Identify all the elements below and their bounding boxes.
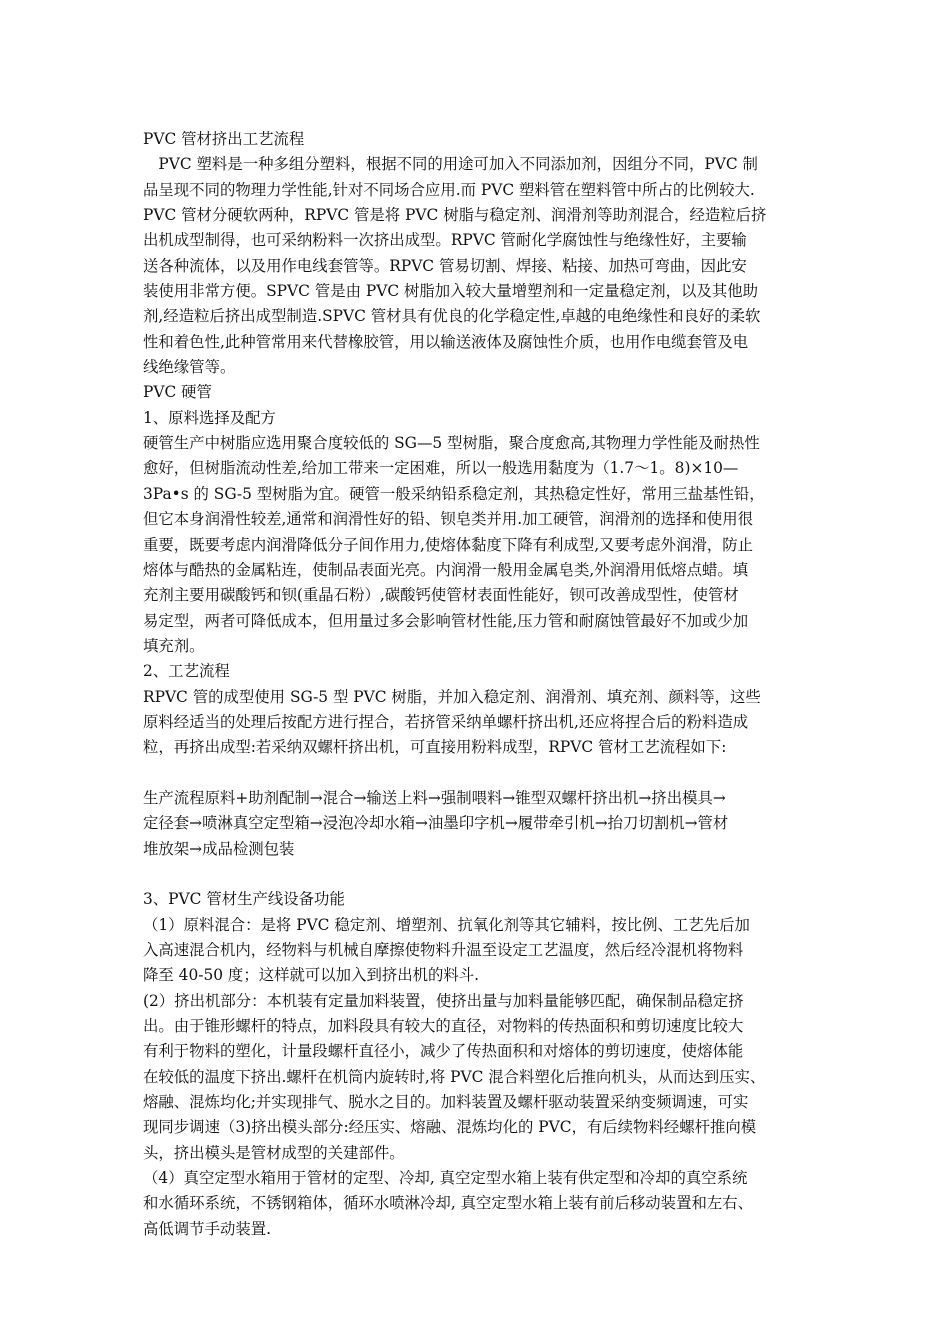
section-3-line: 入高速混合机内，经物料与机械自摩擦使物料升温至设定工艺温度，然后经冷混机将物料 [143,941,744,959]
section-3-line: 在较低的温度下挤出.螺杆在机筒内旋转时,将 PVC 混合料塑化后推向机头，从而达到压实、 [143,1067,766,1086]
document-title: PVC 管材挤出工艺流程 [143,130,305,148]
intro-line: 出机成型制得，也可采纳粉料一次挤出成型。RPVC 管耐化学腐蚀性与绝缘性好，主要输 [143,231,747,250]
section-1-line: 填充剂。 [143,636,205,655]
section-3-line: (2）挤出机部分：本机装有定量加料装置，使挤出量与加料量能够匹配，确保制品稳定挤 [143,991,744,1010]
section-3-line: （4）真空定型水箱用于管材的定型、冷却, 真空定型水箱上装有供定型和冷却的真空系统 [143,1169,748,1188]
intro-line: PVC 管材分硬软两种，RPVC 管是将 PVC 树脂与稳定剂、润滑剂等助剂混合，经造粒后挤 [143,206,767,225]
intro-line: 送各种流体，以及用作电线套管等。RPVC 管易切割、焊接、粘接、加热可弯曲，因此安 [143,256,747,275]
document-page [143,127,813,1242]
section-1-paragraph [143,431,813,659]
section-1-line: 3Pa•s 的 SG-5 型树脂为宜。硬管一般采纳铅系稳定剂，其热稳定性好，常用三盐基性铅， [143,484,765,503]
section-3-heading: 3、PVC 管材生产线设备功能 [143,890,345,909]
section-1-line: 硬管生产中树脂应选用聚合度较低的 SG—5 型树脂，聚合度愈高,其物理力学性能及耐热性 [143,434,760,453]
hard-pipe-heading: PVC 硬管 [143,383,212,402]
blank-line [143,862,813,887]
intro-paragraph [143,152,813,380]
intro-line: 性和着色性,此种管常用来代替橡胶管，用以输送液体及腐蚀性介质，也用作电缆套管及电 [143,332,749,351]
section-3-line: 熔融、混炼均化;并实现排气、脱水之目的。加料装置及螺杆驱动装置采纳变频调速，可实 [143,1093,749,1112]
section-3-line: 高低调节手动装置. [143,1219,272,1238]
section-3-line: 和水循环系统，不锈钢箱体，循环水喷淋冷却, 真空定型水箱上装有前后移动装置和左右、 [143,1194,754,1213]
section-3-line: 出。由于锥形螺杆的特点，加料段具有较大的直径，对物料的传热面积和剪切速度比较大 [143,1017,744,1036]
blank-line [143,761,813,786]
section-3-line: （1）原料混合：是将 PVC 稳定剂、增塑剂、抗氧化剂等其它辅料，按比例、工艺先后加 [143,915,750,934]
intro-line: 剂,经造粒后挤出成型制造.SPVC 管材具有优良的化学稳定性,卓越的电绝缘性和良好的柔软 [143,307,761,326]
section-1-line: 愈好，但树脂流动性差,给加工带来一定困难，所以一般选用黏度为（1.7～1。8)×10— [143,459,739,478]
section-1-line: 易定型，两者可降低成本，但用量过多会影响管材性能,压力管和耐腐蚀管最好不加或少加 [143,611,749,630]
section-3-line: 有利于物料的塑化，计量段螺杆直径小，减少了传热面积和对熔体的剪切速度，使熔体能 [143,1042,744,1061]
process-flow-paragraph [143,786,813,862]
section-3-line: 现同步调速（3)挤出模头部分:经压实、熔融、混炼均化的 PVC，有后续物料经螺杆推向模 [143,1118,757,1137]
process-flow-line: 堆放架→成品检测包装 [143,839,295,858]
intro-line: 品呈现不同的物理力学性能,针对不同场合应用.而 PVC 塑料管在塑料管中所占的比例较大. [143,180,755,199]
intro-line: 装使用非常方便。SPVC 管是由 PVC 树脂加入较大量增塑剂和一定量稳定剂，以及其他助 [143,282,758,301]
section-1-line: 但它本身润滑性较差,通常和润滑性好的铅、钡皂类并用.加工硬管，润滑剂的选择和使用很 [143,510,754,529]
section-2-line: 原料经适当的处理后按配方进行捏合，若挤管采纳单螺杆挤出机,还应将捏合后的粉料造成 [143,712,749,731]
section-1-line: 熔体与酷热的金属粘连，使制品表面光亮。内润滑一般用金属皂类,外润滑用低熔点蜡。填 [143,560,749,579]
section-3-line: 头，挤出模头是管材成型的关建部件。 [143,1143,405,1162]
section-3-paragraph [143,913,813,1242]
section-2-paragraph [143,685,813,761]
section-2-line: 粒，再挤出成型:若采纳双螺杆挤出机，可直接用粉料成型，RPVC 管材工艺流程如下: [143,738,727,757]
section-2-heading: 2、工艺流程 [143,662,230,681]
intro-line: 线绝缘管等。 [143,358,236,377]
section-2-line: RPVC 管的成型使用 SG-5 型 PVC 树脂，并加入稳定剂、润滑剂、填充剂、颜料等，这些 [143,687,761,706]
section-3-line: 降至 40-50 度；这样就可以加入到挤出机的料斗. [143,966,480,985]
process-flow-line: 生产流程原料+助剂配制→混合→输送上料→强制喂料→锥型双螺杆挤出机→挤出模具→ [143,788,726,807]
section-1-line: 重要，既要考虑内润滑降低分子间作用力,使熔体黏度下降有利成型,又要考虑外润滑，防止 [143,535,754,554]
intro-line: PVC 塑料是一种多组分塑料，根据不同的用途可加入不同添加剂，因组分不同，PVC 制 [143,155,758,174]
section-1-line: 充剂主要用碳酸钙和钡(重晶石粉）,碳酸钙使管材表面性能好，钡可改善成型性，使管材 [143,586,739,605]
process-flow-line: 定径套→喷淋真空定型箱→浸泡冷却水箱→油墨印字机→履带牵引机→抬刀切割机→管材 [143,814,729,833]
section-1-heading: 1、原料选择及配方 [143,408,276,427]
